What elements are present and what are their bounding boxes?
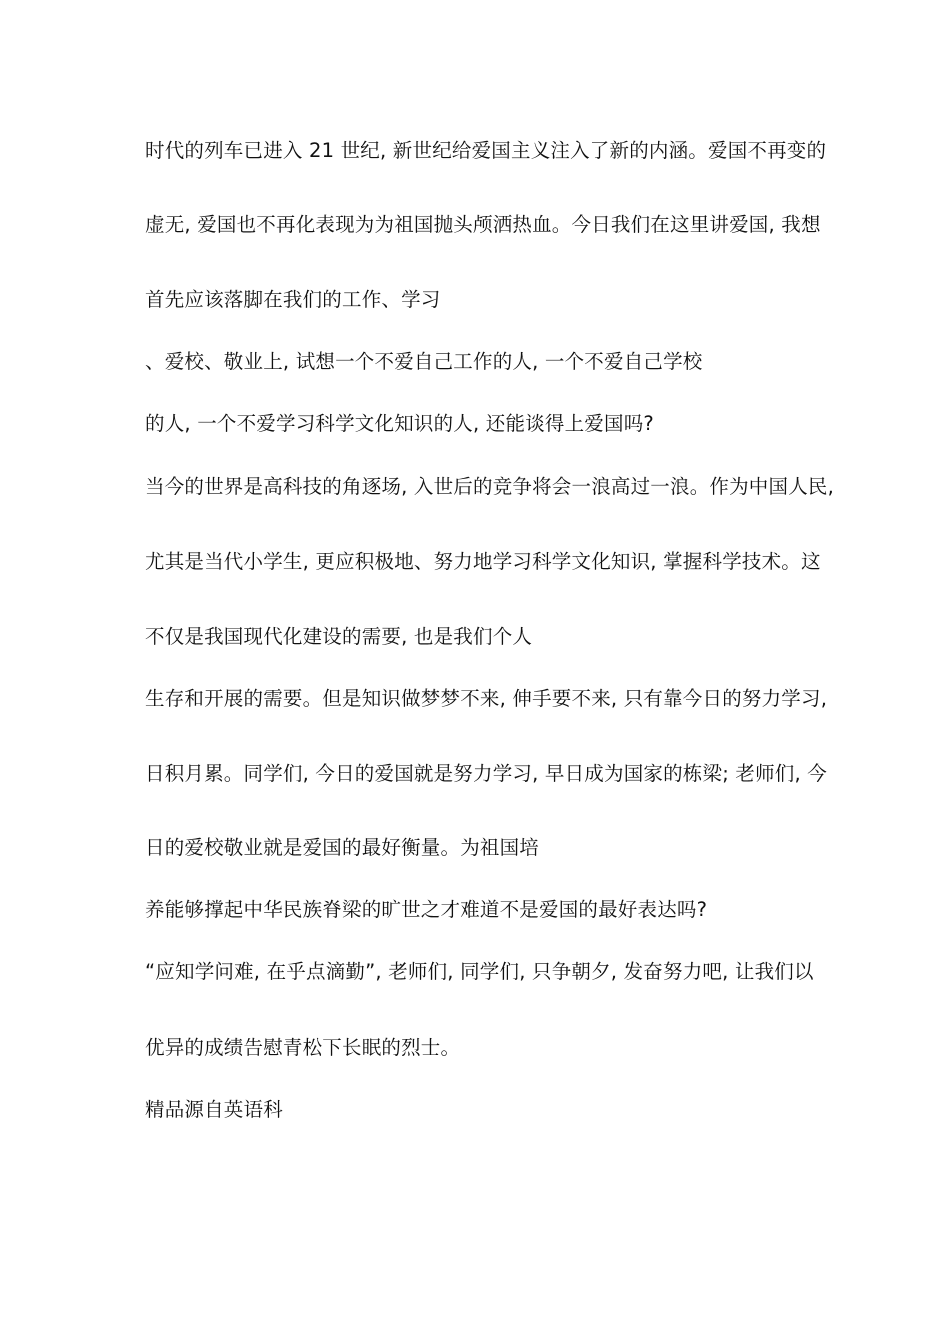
paragraph-line: 生存和开展的需要。但是知识做梦梦不来, 伸手要不来, 只有靠今日的努力学习, — [145, 687, 828, 710]
paragraph-line: 养能够撑起中华民族脊梁的旷世之才难道不是爱国的最好表达吗? — [145, 898, 708, 921]
paragraph-line: 尤其是当代小学生, 更应积极地、努力地学习科学文化知识, 掌握科学技术。这 — [145, 550, 821, 573]
footer-source-note: 精品源自英语科 — [145, 1098, 283, 1121]
paragraph-line: 虚无, 爱国也不再化表现为为祖国抛头颅洒热血。今日我们在这里讲爱国, 我想 — [145, 213, 821, 236]
paragraph-line: “应知学问难, 在乎点滴勤”, 老师们, 同学们, 只争朝夕, 发奋努力吧, 让我们以 — [145, 960, 814, 983]
paragraph-line: 、爱校、敬业上, 试想一个不爱自己工作的人, 一个不爱自己学校 — [145, 350, 703, 373]
paragraph-line: 当今的世界是高科技的角逐场, 入世后的竞争将会一浪高过一浪。作为中国人民, — [145, 475, 834, 498]
paragraph-line: 优异的成绩告慰青松下长眠的烈士。 — [145, 1036, 461, 1059]
paragraph-line: 的人, 一个不爱学习科学文化知识的人, 还能谈得上爱国吗? — [145, 412, 654, 435]
paragraph-line: 日积月累。同学们, 今日的爱国就是努力学习, 早日成为国家的栋梁; 老师们, 今 — [145, 762, 827, 785]
paragraph-line: 时代的列车已进入 21 世纪, 新世纪给爱国主义注入了新的内涵。爱国不再变的 — [145, 139, 827, 162]
paragraph-line: 首先应该落脚在我们的工作、学习 — [145, 288, 441, 311]
paragraph-line: 日的爱校敬业就是爱国的最好衡量。为祖国培 — [145, 836, 540, 859]
paragraph-line: 不仅是我国现代化建设的需要, 也是我们个人 — [145, 625, 533, 648]
